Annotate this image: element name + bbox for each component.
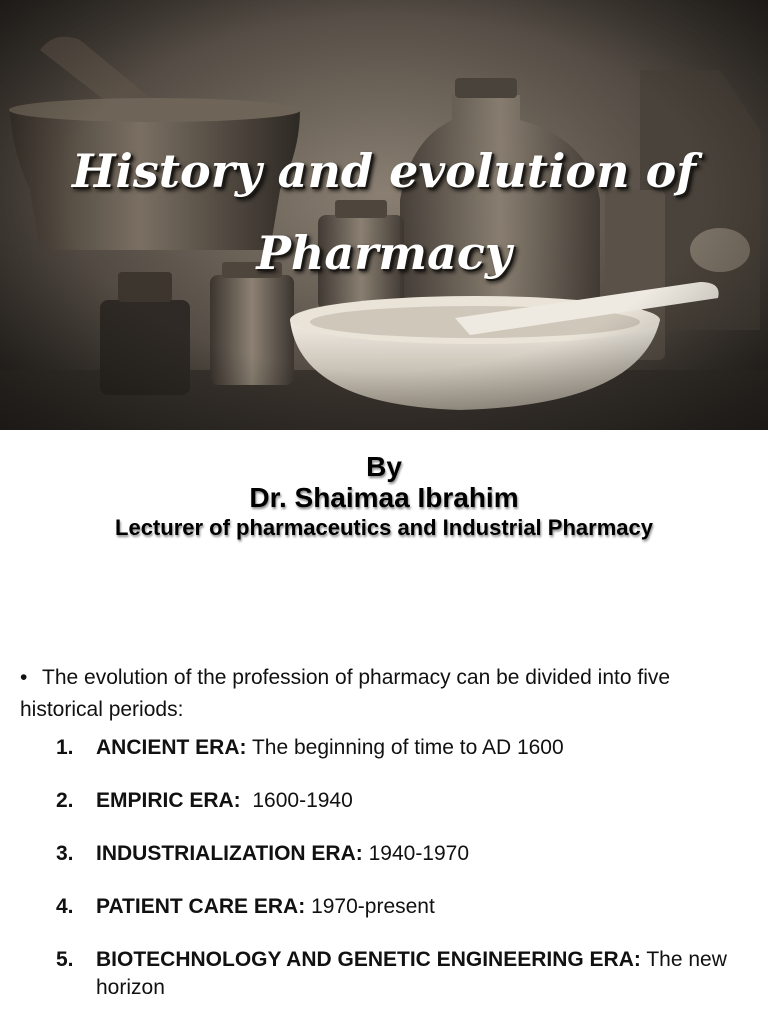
era-text: The new horizon [96, 948, 727, 999]
title-line-2: Pharmacy [256, 226, 512, 280]
era-text: 1970-present [305, 895, 435, 918]
era-number: 3. [56, 842, 74, 865]
intro-text: The evolution of the profession of pharmacy can be divided into five historical periods: [20, 666, 671, 721]
era-label: ANCIENT ERA: [96, 736, 247, 759]
list-item [0, 734, 768, 762]
era-text: 1940-1970 [362, 842, 470, 865]
author-name: Dr. Shaimaa Ibrahim [249, 482, 519, 513]
by-label: By [366, 451, 402, 482]
intro-paragraph [20, 662, 750, 726]
era-number: 5. [56, 948, 74, 971]
era-text: 1600-1940 [240, 789, 353, 812]
era-label: PATIENT CARE ERA: [96, 895, 306, 918]
title-line-1: History and evolution of [71, 144, 697, 198]
byline [0, 452, 768, 542]
era-label: BIOTECHNOLOGY AND GENETIC ENGINEERING ERA: [96, 948, 641, 971]
slide-title [0, 130, 768, 294]
era-list [0, 734, 768, 1027]
list-item [0, 946, 768, 1002]
list-item [0, 840, 768, 868]
era-text: The beginning of time to AD 1600 [246, 736, 564, 759]
author-role: Lecturer of pharmaceutics and Industrial Pharmacy [115, 515, 653, 540]
era-label: INDUSTRIALIZATION ERA: [96, 842, 363, 865]
era-label: EMPIRIC ERA: [96, 789, 241, 812]
era-number: 1. [56, 736, 74, 759]
list-item [0, 787, 768, 815]
content-slide [0, 640, 768, 1024]
bullet-icon: • [20, 666, 28, 689]
era-number: 2. [56, 789, 74, 812]
list-item [0, 893, 768, 921]
era-number: 4. [56, 895, 74, 918]
